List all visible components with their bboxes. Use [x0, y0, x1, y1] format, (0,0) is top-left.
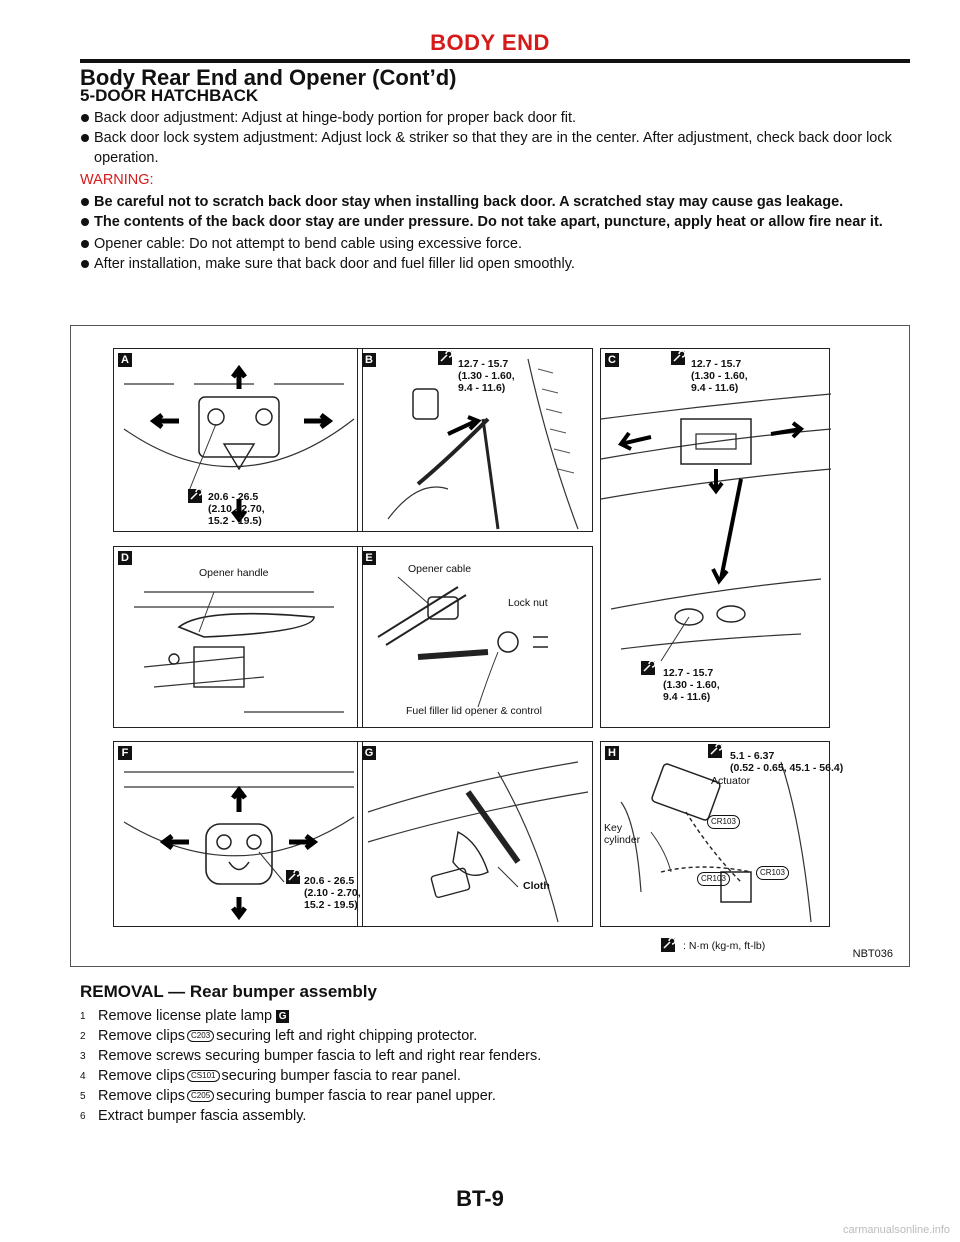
- removal-step: 6 Extract bumper fascia assembly.: [80, 1106, 895, 1126]
- cloth-illustration: [358, 742, 594, 928]
- bullet-dot-icon: [81, 114, 89, 122]
- figure: [70, 325, 910, 967]
- panel-g-badge: G: [362, 746, 376, 760]
- clip-badge-cr103: CR103: [697, 872, 730, 886]
- panel-f-badge: F: [118, 746, 132, 760]
- warning-item: The contents of the back door stay are under pressure. Do not take apart, puncture, apply heat or allow fire near it.: [80, 212, 895, 232]
- content: [80, 86, 895, 274]
- bullet-list-2: [80, 234, 895, 274]
- panel-c-badge: C: [605, 353, 619, 367]
- step-number: 6: [80, 1111, 86, 1122]
- panel-d: [113, 546, 363, 728]
- torque-wrench-icon: [671, 351, 685, 365]
- cloth-label: Cloth: [523, 880, 550, 892]
- panel-b-badge: B: [362, 353, 376, 367]
- torque-spec-f: 20.6 - 26.5 (2.10 - 2.70, 15.2 - 19.5): [304, 875, 361, 911]
- step-number: 3: [80, 1051, 86, 1062]
- removal-step: 1 Remove license plate lamp G: [80, 1006, 895, 1026]
- bullet-dot-icon: [81, 198, 89, 206]
- panel-h-badge: H: [605, 746, 619, 760]
- bullet-item: After installation, make sure that back door and fuel filler lid open smoothly.: [80, 254, 895, 274]
- warning-list: [80, 192, 895, 232]
- bullet-dot-icon: [81, 218, 89, 226]
- figure-id: NBT036: [852, 948, 893, 960]
- step-number: 1: [80, 1011, 86, 1022]
- lock-nut-label: Lock nut: [508, 597, 548, 609]
- removal-steps: [80, 1006, 895, 1126]
- panel-f: [113, 741, 363, 927]
- torque-wrench-icon: [438, 351, 452, 365]
- torque-spec-a: 20.6 - 26.5 (2.10 - 2.70, 15.2 - 19.5): [208, 491, 265, 527]
- removal-step: 4 Remove clips CS101 securing bumper fascia to rear panel.: [80, 1066, 895, 1086]
- header-rule: [80, 59, 910, 63]
- watermark: carmanualsonline.info: [842, 1224, 950, 1236]
- removal-step: 5 Remove clips C205 securing bumper fascia to rear panel upper.: [80, 1086, 895, 1106]
- section-heading: 5-DOOR HATCHBACK: [80, 86, 259, 105]
- page-number: BT-9: [456, 1186, 504, 1211]
- fuel-filler-label: Fuel filler lid opener & control: [406, 705, 542, 717]
- torque-spec-c2: 12.7 - 15.7 (1.30 - 1.60, 9.4 - 11.6): [663, 667, 720, 703]
- panel-e: [357, 546, 593, 728]
- opener-cable-illustration: [358, 547, 594, 729]
- actuator-label: Actuator: [711, 775, 751, 787]
- clip-code-badge: CS101: [187, 1070, 219, 1082]
- panel-b: [357, 348, 593, 532]
- clip-code-badge: C205: [187, 1090, 214, 1102]
- panel-g: [357, 741, 593, 927]
- torque-wrench-icon: [188, 489, 202, 503]
- clip-badge-cr103: CR103: [756, 866, 789, 880]
- removal-section: [80, 982, 895, 1126]
- clip-code-badge: C203: [187, 1030, 214, 1042]
- torque-wrench-icon: [661, 938, 675, 952]
- warning-label: WARNING:: [80, 172, 154, 188]
- step-number: 5: [80, 1091, 86, 1102]
- torque-wrench-icon: [708, 744, 722, 758]
- bullet-item: Back door adjustment: Adjust at hinge-body portion for proper back door fit.: [80, 108, 895, 128]
- panel-a-badge: A: [118, 353, 132, 367]
- torque-wrench-icon: [641, 661, 655, 675]
- torque-spec-h: 5.1 - 6.37 (0.52 - 0.65, 45.1 - 56.4): [730, 750, 844, 774]
- panel-g-ref-badge: G: [276, 1010, 289, 1023]
- torque-units-legend: : N·m (kg-m, ft-lb): [683, 940, 766, 952]
- step-number: 4: [80, 1071, 86, 1082]
- key-cylinder-label: Key cylinder: [604, 822, 641, 846]
- opener-cable-label: Opener cable: [408, 563, 472, 575]
- step-number: 2: [80, 1031, 86, 1042]
- removal-step: 2 Remove clips C203 securing left and right chipping protector.: [80, 1026, 895, 1046]
- removal-heading: REMOVAL — Rear bumper assembly: [80, 982, 377, 1001]
- torque-wrench-icon: [286, 870, 300, 884]
- torque-spec-c1: 12.7 - 15.7 (1.30 - 1.60, 9.4 - 11.6): [691, 358, 748, 394]
- page-header: [70, 30, 910, 90]
- bullet-list: [80, 108, 895, 168]
- panel-e-badge: E: [362, 551, 376, 565]
- clip-badge-cr103: CR103: [707, 815, 740, 829]
- bullet-dot-icon: [81, 240, 89, 248]
- bullet-dot-icon: [81, 260, 89, 268]
- torque-spec-b: 12.7 - 15.7 (1.30 - 1.60, 9.4 - 11.6): [458, 358, 515, 394]
- removal-step: 3 Remove screws securing bumper fascia to left and right rear fenders.: [80, 1046, 895, 1066]
- panel-h: [600, 741, 844, 927]
- bullet-item: Opener cable: Do not attempt to bend cable using excessive force.: [80, 234, 895, 254]
- panel-c: [600, 348, 830, 728]
- panel-a: [113, 348, 363, 532]
- panel-d-badge: D: [118, 551, 132, 565]
- warning-item: Be careful not to scratch back door stay when installing back door. A scratched stay may cause gas leakage.: [80, 192, 895, 212]
- section-title: BODY END: [430, 30, 550, 55]
- page-title: Body Rear End and Opener (Cont’d): [80, 65, 457, 90]
- opener-handle-label: Opener handle: [199, 567, 269, 579]
- bullet-dot-icon: [81, 134, 89, 142]
- bullet-item: Back door lock system adjustment: Adjust lock & striker so that they are in the center. After adjustment, check back door lock operation.: [80, 128, 895, 168]
